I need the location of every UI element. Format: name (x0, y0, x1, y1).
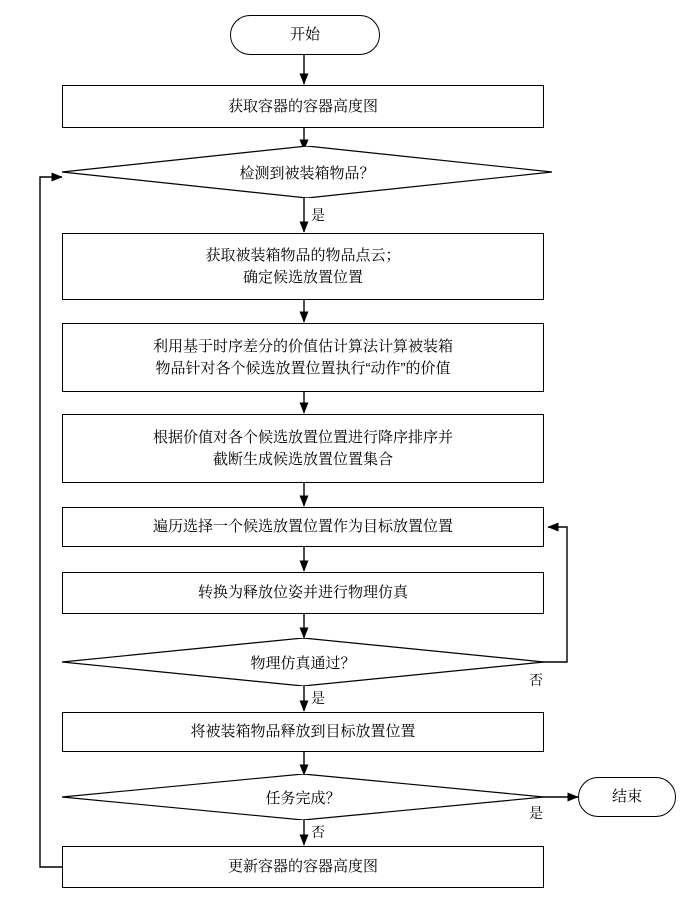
node-select-target-placement (62, 507, 544, 547)
node-label: 根据价值对各个候选放置位置进行降序排序并 截断生成候选放置位置集合 (152, 428, 453, 468)
node-label: 任务完成？ (265, 789, 341, 807)
node-td-value-estimation (62, 323, 544, 392)
node-label: 将被装箱物品释放到目标放置位置 (190, 723, 416, 741)
edge-label-no-2: 否 (529, 672, 543, 688)
node-label: 获取被装箱物品的物品点云； 确定候选放置位置 (205, 246, 401, 286)
node-label: 更新容器的容器高度图 (227, 858, 378, 876)
node-start (230, 15, 380, 55)
node-get-container-height-map (62, 85, 544, 128)
edge-label-yes-3: 是 (529, 805, 543, 821)
node-label: 检测到被装箱物品？ (239, 164, 375, 182)
node-label: 利用基于时序差分的价值估计算法计算被装箱 物品针对各个候选放置位置执行“动作”的价值 (152, 337, 453, 377)
node-end-label: 结束 (611, 788, 642, 806)
node-start-label: 开始 (289, 26, 320, 44)
node-label: 转换为释放位姿并进行物理仿真 (197, 584, 408, 602)
node-label: 获取容器的容器高度图 (227, 97, 378, 115)
node-end (578, 777, 676, 817)
edge-label-yes-2: 是 (311, 690, 325, 706)
node-task-complete-decision (62, 774, 544, 820)
node-convert-pose-and-simulate (62, 572, 544, 614)
node-label: 遍历选择一个候选放置位置作为目标放置位置 (152, 518, 453, 536)
node-get-item-pointcloud (62, 233, 544, 300)
node-label: 物理仿真通过？ (250, 654, 356, 672)
node-update-container-height-map (62, 846, 544, 888)
edge-label-no-3: 否 (311, 824, 325, 840)
node-sort-and-truncate-candidates (62, 414, 544, 483)
edge-label-yes-1: 是 (311, 207, 325, 223)
node-release-item (62, 712, 544, 752)
node-simulation-pass-decision (62, 638, 544, 686)
node-detect-item-decision (62, 146, 552, 198)
